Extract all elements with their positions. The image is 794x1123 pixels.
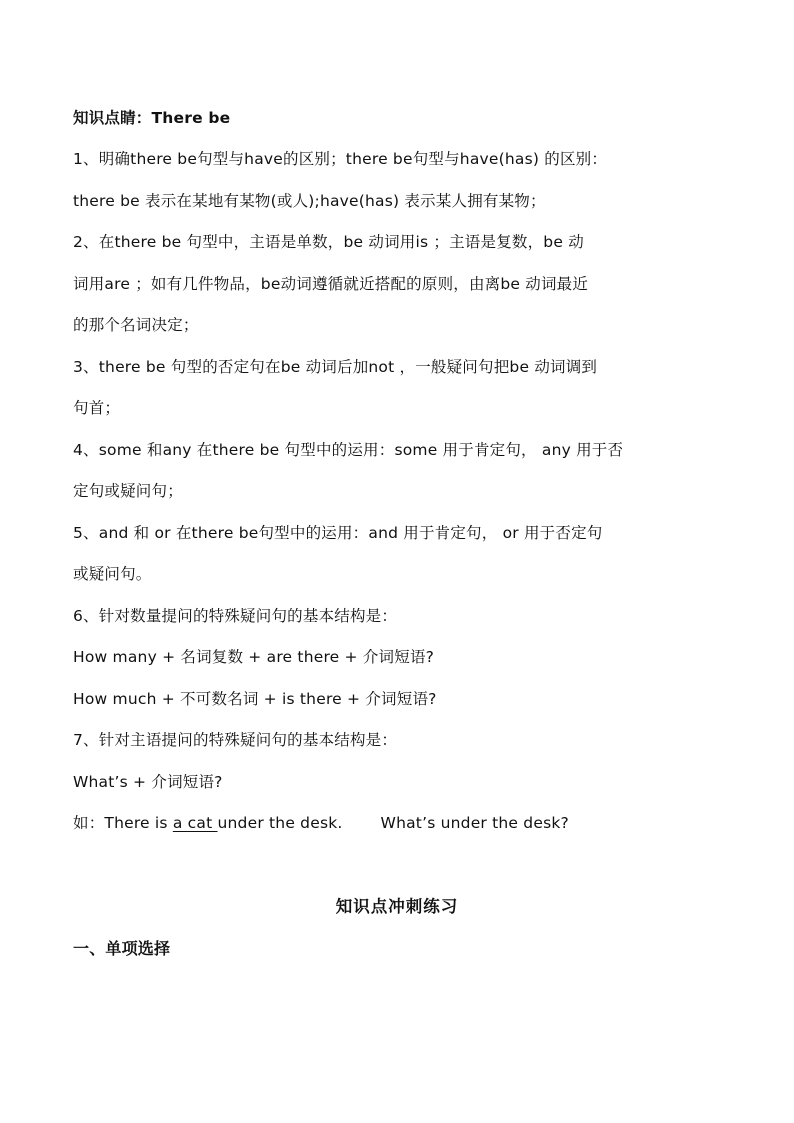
section-title: 知识点冲刺练习 [335,897,459,916]
text-line: 3、there be 句型的否定句在be 动词后加not ，一般疑问句把be 动词调到 [73,358,598,376]
example-underlined-subject: a cat [172,814,218,832]
text-line: 定句或疑问句； [73,482,183,500]
example-prefix: 如：There is [73,814,173,832]
text-line: 的那个名词决定； [73,316,199,334]
formula-line: How many + 名词复数 + are there + 介词短语? [73,648,435,666]
text-line: 1、明确there be句型与have的区别；there be句型与have(has) 的区别： [73,150,608,168]
subsection-title: 一、单项选择 [73,939,171,958]
heading-knowledge-points: 知识点睛：There be [73,109,231,127]
text-line: 句首； [73,399,121,417]
text-line: 4、some 和any 在there be 句型中的运用：some 用于肯定句， any 用于否 [73,441,624,459]
text-line: there be 表示在某地有某物(或人);have(has) 表示某人拥有某物； [73,192,546,210]
example-rest: under the desk. [217,814,343,832]
text-line: 7、针对主语提问的特殊疑问句的基本结构是： [73,731,398,749]
text-line: 5、and 和 or 在there be句型中的运用：and 用于肯定句， or 用于否定句 [73,524,603,542]
formula-line: How much + 不可数名词 + is there + 介词短语? [73,690,437,708]
text-line: 2、在there be 句型中，主语是单数，be 动词用is ；主语是复数，be 动 [73,233,584,251]
text-line: 6、针对数量提问的特殊疑问句的基本结构是： [73,607,398,625]
example-question: What’s under the desk? [380,814,569,832]
example-line [73,813,723,833]
text-line: 词用are ；如有几件物品，be动词遵循就近搭配的原则，由离be 动词最近 [73,275,589,293]
formula-line: What’s + 介词短语? [73,773,223,791]
text-line: 或疑问句。 [73,565,152,583]
